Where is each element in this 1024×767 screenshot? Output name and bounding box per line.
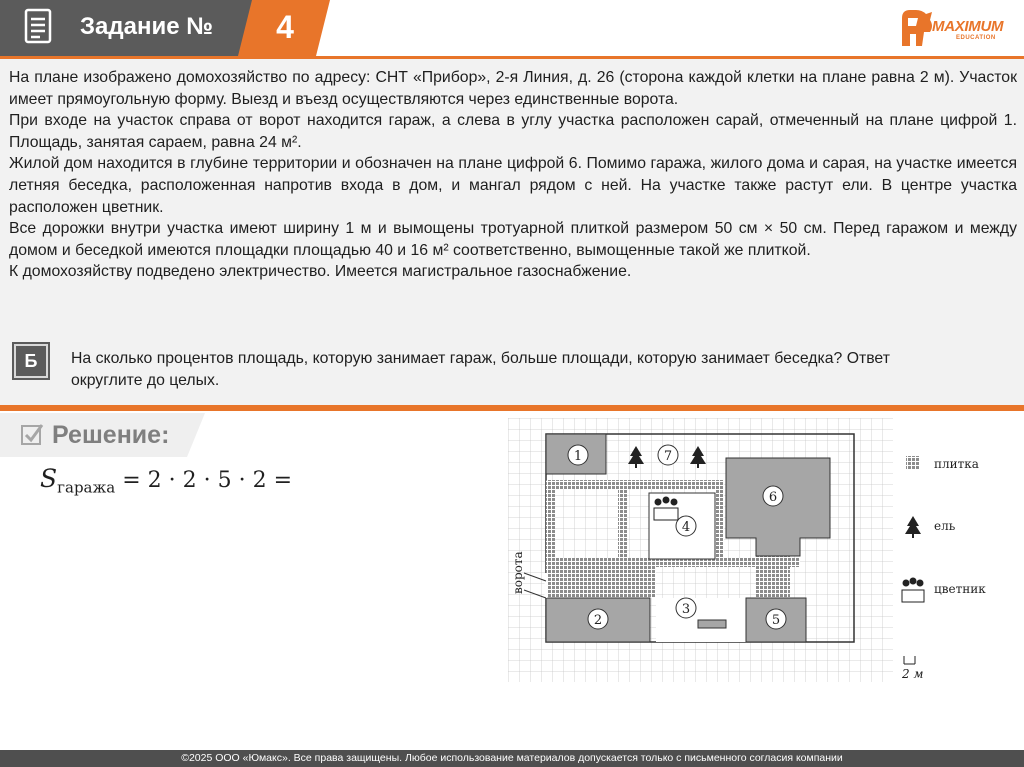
task-paragraph: На плане изображено домохозяйство по адресу: СНТ «Прибор», 2-я Линия, д. 26 (сторона каждой клетки на плане равна 2 м). Участок имеет прямоугольную форму. Выезд и въезд осуществляются через единственные ворота. — [9, 69, 1017, 108]
site-plan — [508, 418, 1002, 688]
logo-mark-icon — [896, 6, 936, 50]
formula-symbol: S — [40, 464, 58, 493]
maximum-logo — [896, 6, 1020, 52]
flowerbed-number: 4 — [681, 520, 691, 535]
question-text: На сколько процентов площадь, которую занимает гараж, больше площади, которую занимает беседка? Ответ округлите до целых. — [71, 350, 890, 389]
document-icon — [22, 8, 56, 48]
checkbox-check-icon — [20, 422, 44, 446]
task-number: 4 — [276, 9, 294, 45]
paving-area-house — [756, 556, 790, 598]
scale-bar — [904, 656, 915, 664]
shed-label: 1 — [573, 449, 583, 464]
gazebo-label: 3 — [681, 602, 691, 617]
task-paragraph: При входе на участок справа от ворот находится гараж, а слева в углу участка расположен сарай, отмеченный на плане цифрой 1. Площадь, занятая сараем, равна 24 м². — [9, 112, 1017, 151]
garage-label: 2 — [593, 613, 603, 628]
gate-label: ворота — [511, 551, 525, 594]
plot-5-label: 5 — [771, 613, 781, 628]
task-text — [9, 67, 1017, 283]
house-label: 6 — [768, 490, 778, 505]
task-paragraph: Жилой дом находится в глубине территории и обозначен на плане цифрой 6. Помимо гаража, жилого дома и сарая, на участке имеется летняя беседка, расположенная напротив входа в дом, и мангал рядом с ней. На участке также растут ели. В центре участка расположен цветник. — [9, 155, 1017, 216]
legend — [901, 456, 986, 681]
solution-title: Решение: — [52, 421, 170, 449]
header — [0, 0, 1024, 62]
path-center-vertical — [618, 480, 627, 567]
tree-legend-icon — [905, 516, 921, 538]
trees-label: 7 — [663, 449, 673, 464]
path-top — [546, 480, 724, 489]
path-right-vertical — [715, 480, 724, 567]
logo-text: MAXIMUM — [932, 18, 1004, 35]
paving-area-garage — [546, 567, 656, 598]
task-paragraph: К домохозяйству подведено электричество. Имеется магистральное газоснабжение. — [9, 263, 632, 281]
garage-area-formula — [40, 464, 292, 496]
header-title: Задание № — [80, 13, 213, 40]
formula-expression: = 2 · 2 · 5 · 2 = — [115, 468, 293, 493]
footer-copyright: ©2025 ООО «Юмакс». Все права защищены. Любое использование материалов допускается только с письменного согласия компании — [0, 750, 1024, 767]
bbq — [698, 620, 726, 628]
tile-legend-label: плитка — [934, 457, 979, 471]
question-letter-badge: Б — [14, 344, 48, 378]
scale-label: 2 м — [902, 667, 924, 681]
formula-subscript: гаража — [57, 478, 116, 497]
flowerbed-icon — [654, 497, 678, 521]
flowerbed-legend-icon — [902, 578, 924, 603]
logo-subtext: EDUCATION — [956, 35, 996, 41]
task-block — [0, 59, 1024, 411]
flowerbed-legend-label: цветник — [934, 582, 986, 596]
tree-legend-label: ель — [934, 519, 956, 533]
tile-legend-swatch — [906, 456, 920, 470]
task-paragraph: Все дорожки внутри участка имеют ширину 1 м и вымощены тротуарной плиткой размером 50 см × 50 см. Перед гаражом и между домом и беседкой имеются площадки площадью 40 и 16 м² соответственно, вымощенные такой же плиткой. — [9, 220, 1017, 259]
task-bottom-accent — [0, 405, 1024, 411]
